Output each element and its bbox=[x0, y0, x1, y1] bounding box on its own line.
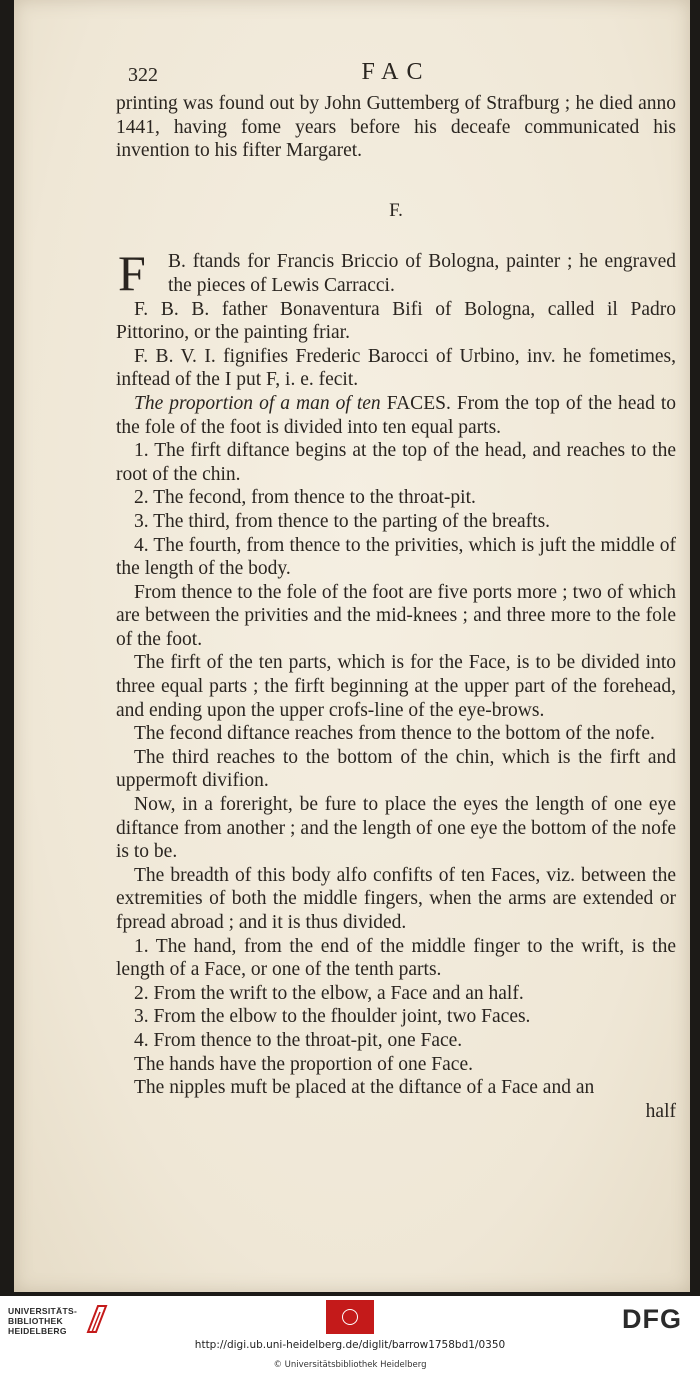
paragraph: From thence to the fole of the foot are five ports more ; two of which are between the privities and the mid-knees ; and three more to the fole of the foot. bbox=[116, 581, 676, 650]
paragraph: 2. The fecond, from thence to the throat-pit. bbox=[134, 487, 476, 509]
paragraph: 1. The firft diftance begins at the top of the head, and reaches to the root of the chin. bbox=[116, 440, 676, 485]
page-text bbox=[116, 58, 676, 1123]
copyright-notice: © Universitätsbibliothek Heidelberg bbox=[273, 1360, 427, 1370]
permalink-url[interactable]: http://digi.ub.uni-heidelberg.de/diglit/barrow1758bd1/0350 bbox=[194, 1339, 506, 1351]
paragraph bbox=[116, 392, 676, 439]
paragraph: The fecond diftance reaches from thence to the bottom of the nofe. bbox=[134, 723, 655, 745]
paragraph: 1. The hand, from the end of the middle finger to the wrift, is the length of a Face, or one of the tenth parts. bbox=[116, 935, 676, 981]
paragraph-text: FACES. From the top of the head to the fole of the foot is divided into ten equal parts. bbox=[116, 392, 677, 438]
paragraph-text: B. ftands for Francis Briccio of Bologna, painter ; he engraved the pieces of Lewis Carracci. bbox=[168, 251, 676, 296]
institution-seal-logo[interactable] bbox=[326, 1300, 374, 1334]
paragraph: printing was found out by John Guttemberg of Strafburg ; he died anno 1441, having fome years before his deceafe communicated his invention to his fifter Margaret. bbox=[116, 93, 676, 162]
ub-heidelberg-logo[interactable] bbox=[8, 1306, 108, 1336]
ub-logo-line-3: HEIDELBERG bbox=[8, 1326, 67, 1336]
viewer-footer bbox=[0, 1296, 700, 1379]
paragraph: The firft of the ten parts, which is for the Face, is to be divided into three equal parts ; the firft beginning at the upper part of the forehead, and ending upon the upper crofs-line of the eye-brows. bbox=[116, 652, 676, 721]
ub-logo-line-1: UNIVERSITÄTS- bbox=[8, 1306, 78, 1316]
page-number: 322 bbox=[128, 64, 158, 86]
paragraph: 4. From thence to the throat-pit, one Face. bbox=[134, 1029, 463, 1051]
catchword: half bbox=[645, 1100, 676, 1122]
paragraph: F. B. V. I. fignifies Frederic Barocci of Urbino, inv. he fometimes, inftead of the I put F, i. e. fecit. bbox=[116, 345, 676, 391]
seal-icon bbox=[342, 1309, 358, 1325]
paragraph-dropcap bbox=[116, 245, 676, 302]
paragraph: The third reaches to the bottom of the chin, which is the firft and uppermoft divifion. bbox=[116, 746, 676, 792]
ub-emblem-icon bbox=[86, 1304, 108, 1334]
dfg-logo[interactable]: DFG bbox=[622, 1304, 682, 1334]
paragraph: 2. From the wrift to the elbow, a Face and an half. bbox=[134, 982, 524, 1004]
paragraph: F. B. B. father Bonaventura Bifi of Bologna, called il Padro Pittorino, or the painting friar. bbox=[116, 298, 676, 344]
ub-logo-line-2: BIBLIOTHEK bbox=[8, 1316, 63, 1326]
book-page bbox=[14, 0, 690, 1292]
paragraph: 3. The third, from thence to the parting of the breafts. bbox=[134, 510, 551, 532]
paragraph: 4. The fourth, from thence to the privities, which is juft the middle of the length of the body. bbox=[116, 534, 676, 580]
drop-cap-letter: F bbox=[118, 245, 146, 302]
italic-phrase: The proportion of a man of ten bbox=[134, 392, 381, 414]
section-heading: F. bbox=[389, 199, 403, 221]
paragraph: The nipples muft be placed at the diftance of a Face and an bbox=[134, 1077, 595, 1099]
paragraph: 3. From the elbow to the fhoulder joint, two Faces. bbox=[134, 1006, 531, 1028]
paragraph: Now, in a foreright, be fure to place the eyes the length of one eye diftance from another ; and the length of one eye the bottom of the nofe is to be. bbox=[116, 794, 676, 863]
paragraph: The hands have the proportion of one Face. bbox=[134, 1053, 473, 1075]
page-header bbox=[116, 58, 676, 92]
running-head: FAC bbox=[361, 59, 431, 85]
paragraph: The breadth of this body alfo confifts of ten Faces, viz. between the extremities of both the middle fingers, when the arms are extended or fpread abroad ; and it is thus divided. bbox=[116, 864, 676, 933]
